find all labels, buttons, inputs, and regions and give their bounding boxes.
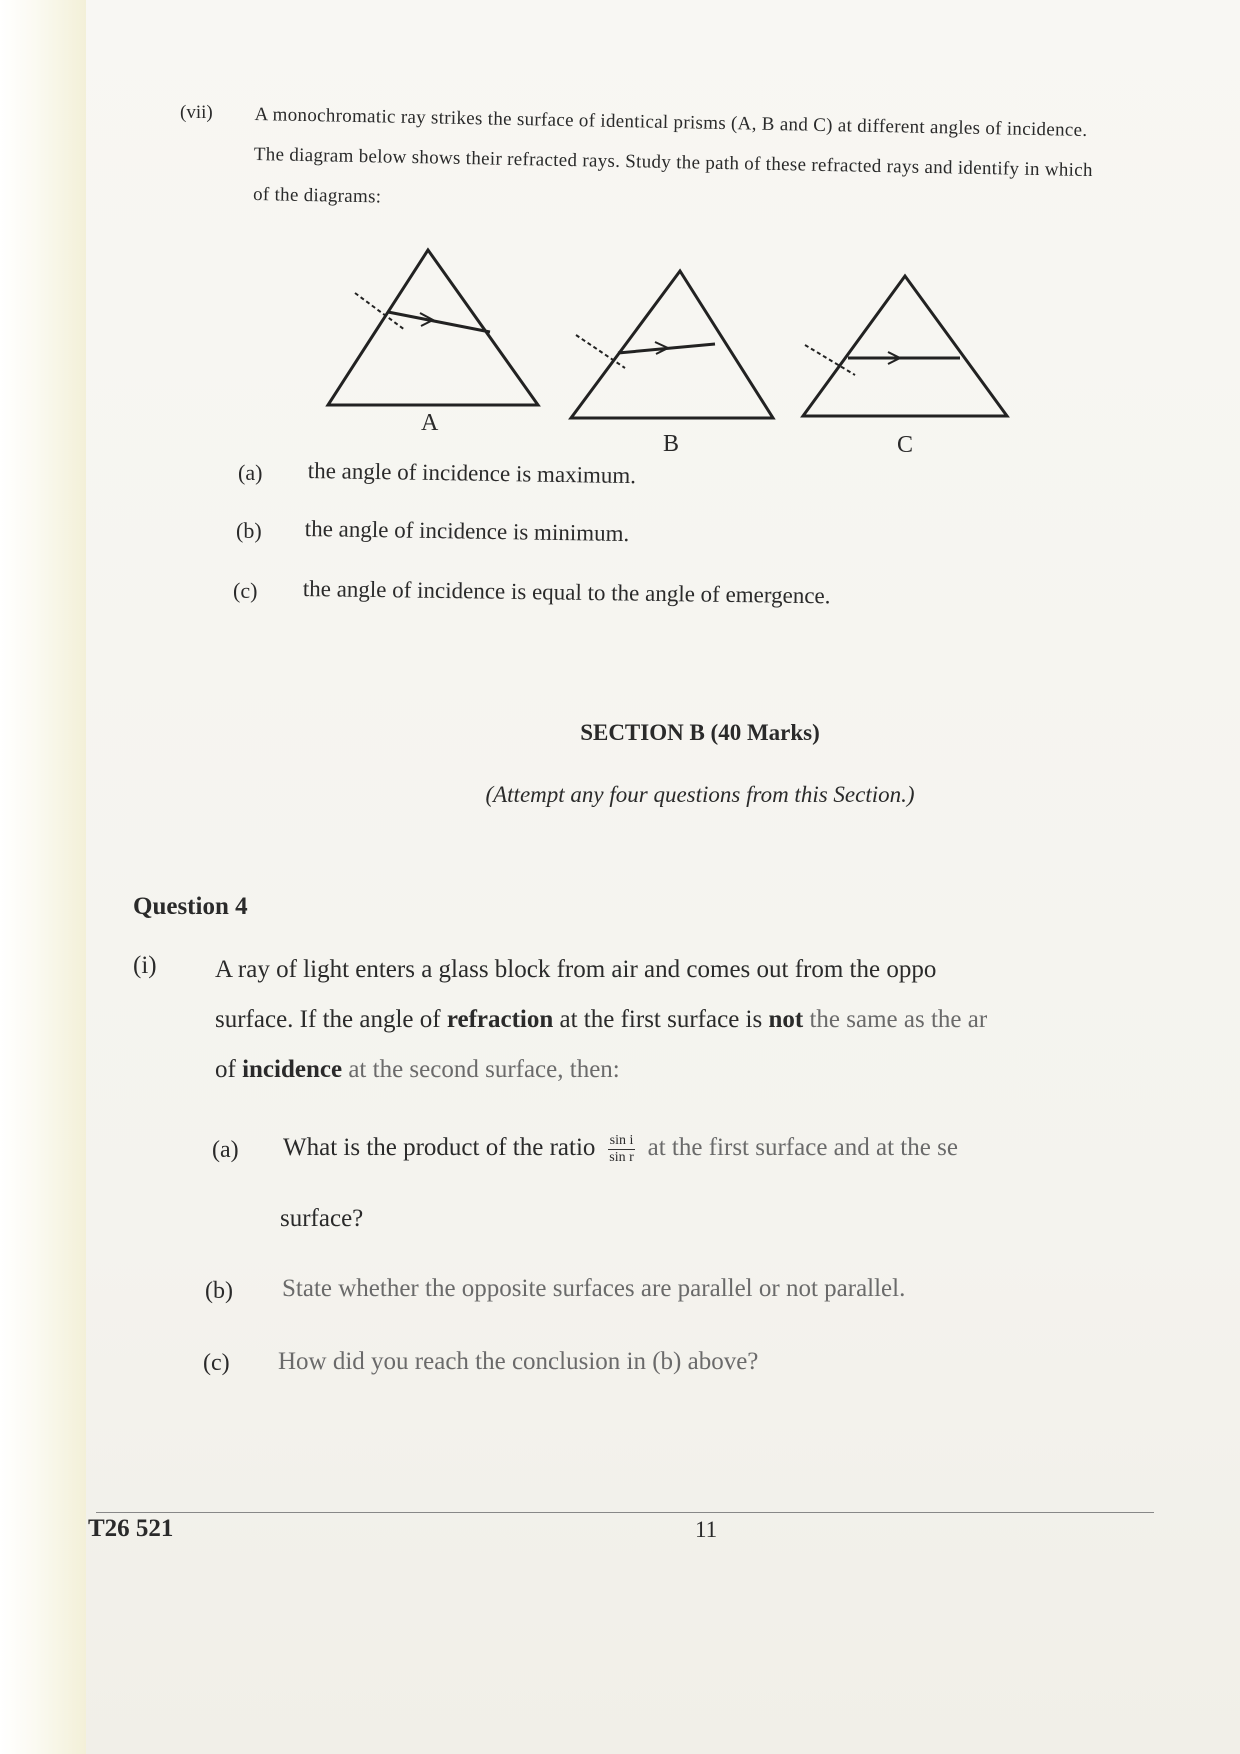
question-4-title: Question 4 [133, 893, 248, 920]
option-a-label: (a) [238, 460, 263, 485]
intro-incidence: incidence [242, 1056, 343, 1083]
q7-label: (vii) [180, 102, 213, 123]
option-b-label: (b) [236, 518, 262, 543]
option-b-text: the angle of incidence is minimum. [304, 516, 630, 547]
prism-diagram [300, 240, 1040, 450]
fraction-numerator: sin i [609, 1133, 634, 1148]
sub-b-label: (b) [205, 1278, 233, 1304]
question-4-intro [215, 945, 1155, 1095]
prism-label-b: B [663, 431, 680, 457]
sub-c-text: How did you reach the conclusion in (b) above? [278, 1348, 759, 1375]
footer-rule [96, 1512, 1154, 1513]
intro-line-3 [215, 1045, 1155, 1095]
fraction-denominator: sin r [609, 1150, 634, 1165]
intro-line-2e: the same as the ar [803, 1006, 988, 1033]
sub-a-label: (a) [212, 1137, 239, 1163]
q7-text: A monochromatic ray strikes the surface of identical prisms (A, B and C) at different angles of incidence. The diagram below shows their refracted rays. Study the path of these refracted rays and identify in which of the diagrams: [252, 103, 1093, 208]
intro-line-1: A ray of light enters a glass block from air and comes out from the oppo [215, 956, 937, 983]
intro-line-2 [215, 995, 1155, 1045]
question-4-part-label: (i) [133, 952, 157, 979]
prism-c [803, 276, 1007, 416]
sub-c-label: (c) [203, 1350, 230, 1376]
prism-b-normal [576, 335, 625, 368]
intro-refraction: refraction [446, 1006, 554, 1033]
page-edge [0, 0, 86, 1754]
intro-not: not [768, 1006, 804, 1033]
prism-b [571, 271, 773, 418]
prism-c-normal [805, 345, 855, 375]
prism-label-c: C [897, 432, 914, 458]
intro-line-2c: at the first surface is [553, 1006, 769, 1033]
option-c-text: the angle of incidence is equal to the angle of emergence. [302, 576, 831, 609]
prism-label-a: A [421, 410, 439, 436]
sub-a-text-1: What is the product of the ratio [283, 1134, 596, 1162]
prism-a [328, 250, 538, 405]
sine-ratio-fraction [608, 1133, 636, 1166]
intro-line-3c: at the second surface, then: [342, 1056, 620, 1083]
paper-code: T26 521 [88, 1515, 174, 1542]
page-number: 11 [695, 1517, 718, 1542]
section-subtitle: (Attempt any four questions from this Section.) [485, 782, 915, 807]
intro-line-3a: of [215, 1056, 243, 1083]
option-a-text: the angle of incidence is maximum. [307, 458, 637, 489]
section-title: SECTION B (40 Marks) [580, 720, 820, 745]
option-c-label: (c) [233, 578, 258, 603]
sub-a-text [283, 1133, 958, 1166]
sub-b-text: State whether the opposite surfaces are parallel or not parallel. [282, 1275, 906, 1302]
sub-a-text-2: at the first surface and at the se [647, 1134, 958, 1162]
sub-a-text-3: surface? [280, 1205, 364, 1232]
intro-line-2a: surface. If the angle of [215, 1006, 447, 1033]
